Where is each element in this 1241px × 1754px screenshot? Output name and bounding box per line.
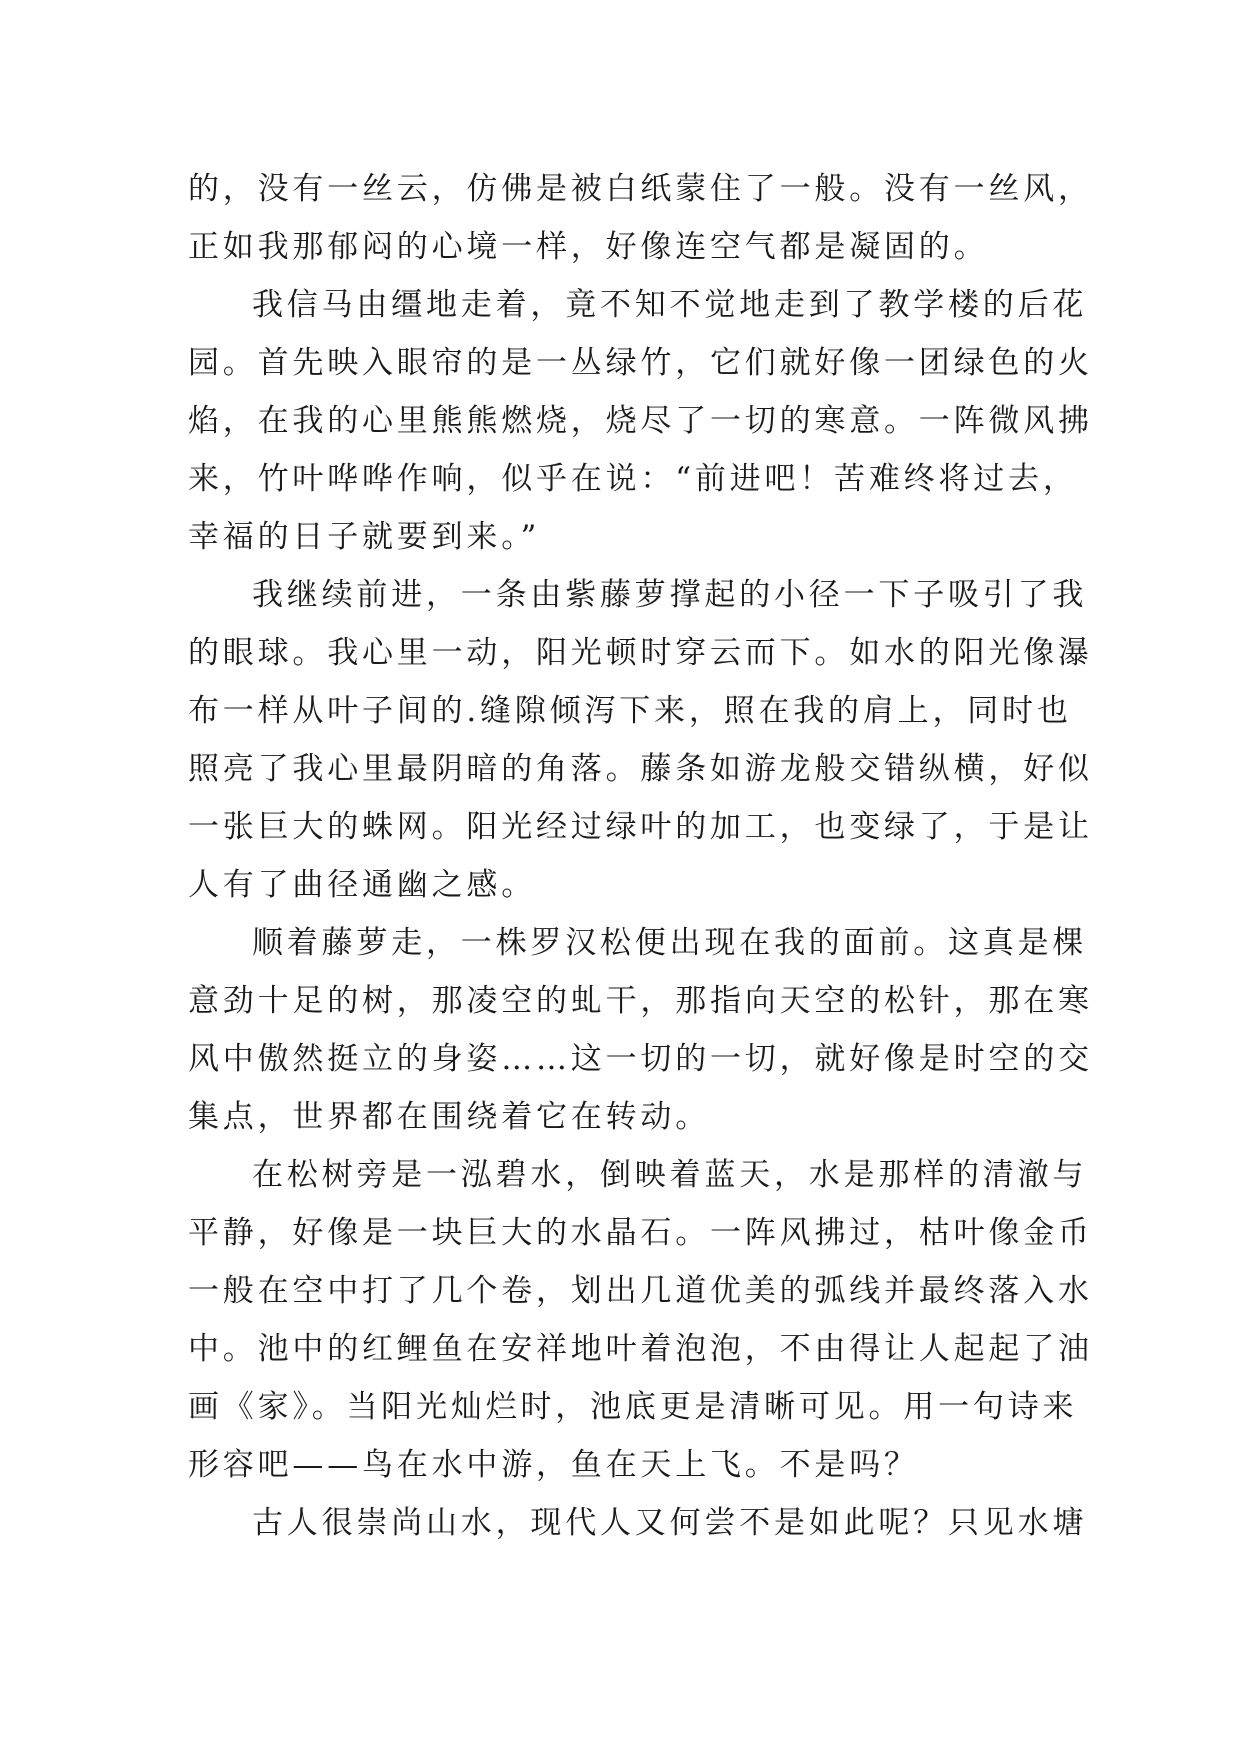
paragraph-first-line: 顺着藤萝走，一株罗汉松便出现在我的面前。这真是棵 [252, 925, 1088, 961]
paragraph-first-line: 古人很崇尚山水，现代人又何尝不是如此呢？只见水塘 [252, 1505, 1088, 1541]
text-line: 焰，在我的心里熊熊燃烧，烧尽了一切的寒意。一阵微风拂 [188, 403, 1093, 439]
text-line: 人有了曲径通幽之感。 [188, 867, 536, 903]
text-line: 画《家》。当阳光灿烂时，池底更是清晰可见。用一句诗来 [188, 1389, 1078, 1425]
text-line: 来，竹叶哗哗作响，似乎在说：“前进吧！苦难终将过去， [188, 461, 1078, 497]
text-line: 正如我那郁闷的心境一样，好像连空气都是凝固的。 [188, 229, 989, 265]
text-line: 中。池中的红鲤鱼在安祥地叶着泡泡，不由得让人起起了油 [188, 1331, 1093, 1367]
text-line: 照亮了我心里最阴暗的角落。藤条如游龙般交错纵横，好似 [188, 751, 1093, 787]
text-line: 形容吧——鸟在水中游，鱼在天上飞。不是吗？ [188, 1447, 919, 1483]
text-line: 布一样从叶子间的.缝隙倾泻下来，照在我的肩上，同时也 [188, 693, 1072, 729]
paragraph-first-line: 我继续前进，一条由紫藤萝撑起的小径一下子吸引了我 [252, 577, 1088, 613]
paragraph-first-line: 在松树旁是一泓碧水，倒映着蓝天，水是那样的清澈与 [252, 1157, 1088, 1193]
text-line: 一般在空中打了几个卷，划出几道优美的弧线并最终落入水 [188, 1273, 1093, 1309]
text-line: 园。首先映入眼帘的是一丛绿竹，它们就好像一团绿色的火 [188, 345, 1093, 381]
article-body [188, 160, 1093, 1552]
paragraph-first-line: 我信马由缰地走着，竟不知不觉地走到了教学楼的后花 [252, 287, 1088, 323]
text-line: 意劲十足的树，那凌空的虬干，那指向天空的松针，那在寒 [188, 983, 1093, 1019]
text-line: 的，没有一丝云，仿佛是被白纸蒙住了一般。没有一丝风， [188, 171, 1093, 207]
text-line: 平静，好像是一块巨大的水晶石。一阵风拂过，枯叶像金币 [188, 1215, 1093, 1251]
text-line: 风中傲然挺立的身姿……这一切的一切，就好像是时空的交 [188, 1041, 1093, 1077]
text-line: 一张巨大的蛛网。阳光经过绿叶的加工，也变绿了，于是让 [188, 809, 1093, 845]
text-line: 的眼球。我心里一动，阳光顿时穿云而下。如水的阳光像瀑 [188, 635, 1093, 671]
text-line: 集点，世界都在围绕着它在转动。 [188, 1099, 710, 1135]
text-line: 幸福的日子就要到来。” [188, 519, 541, 555]
